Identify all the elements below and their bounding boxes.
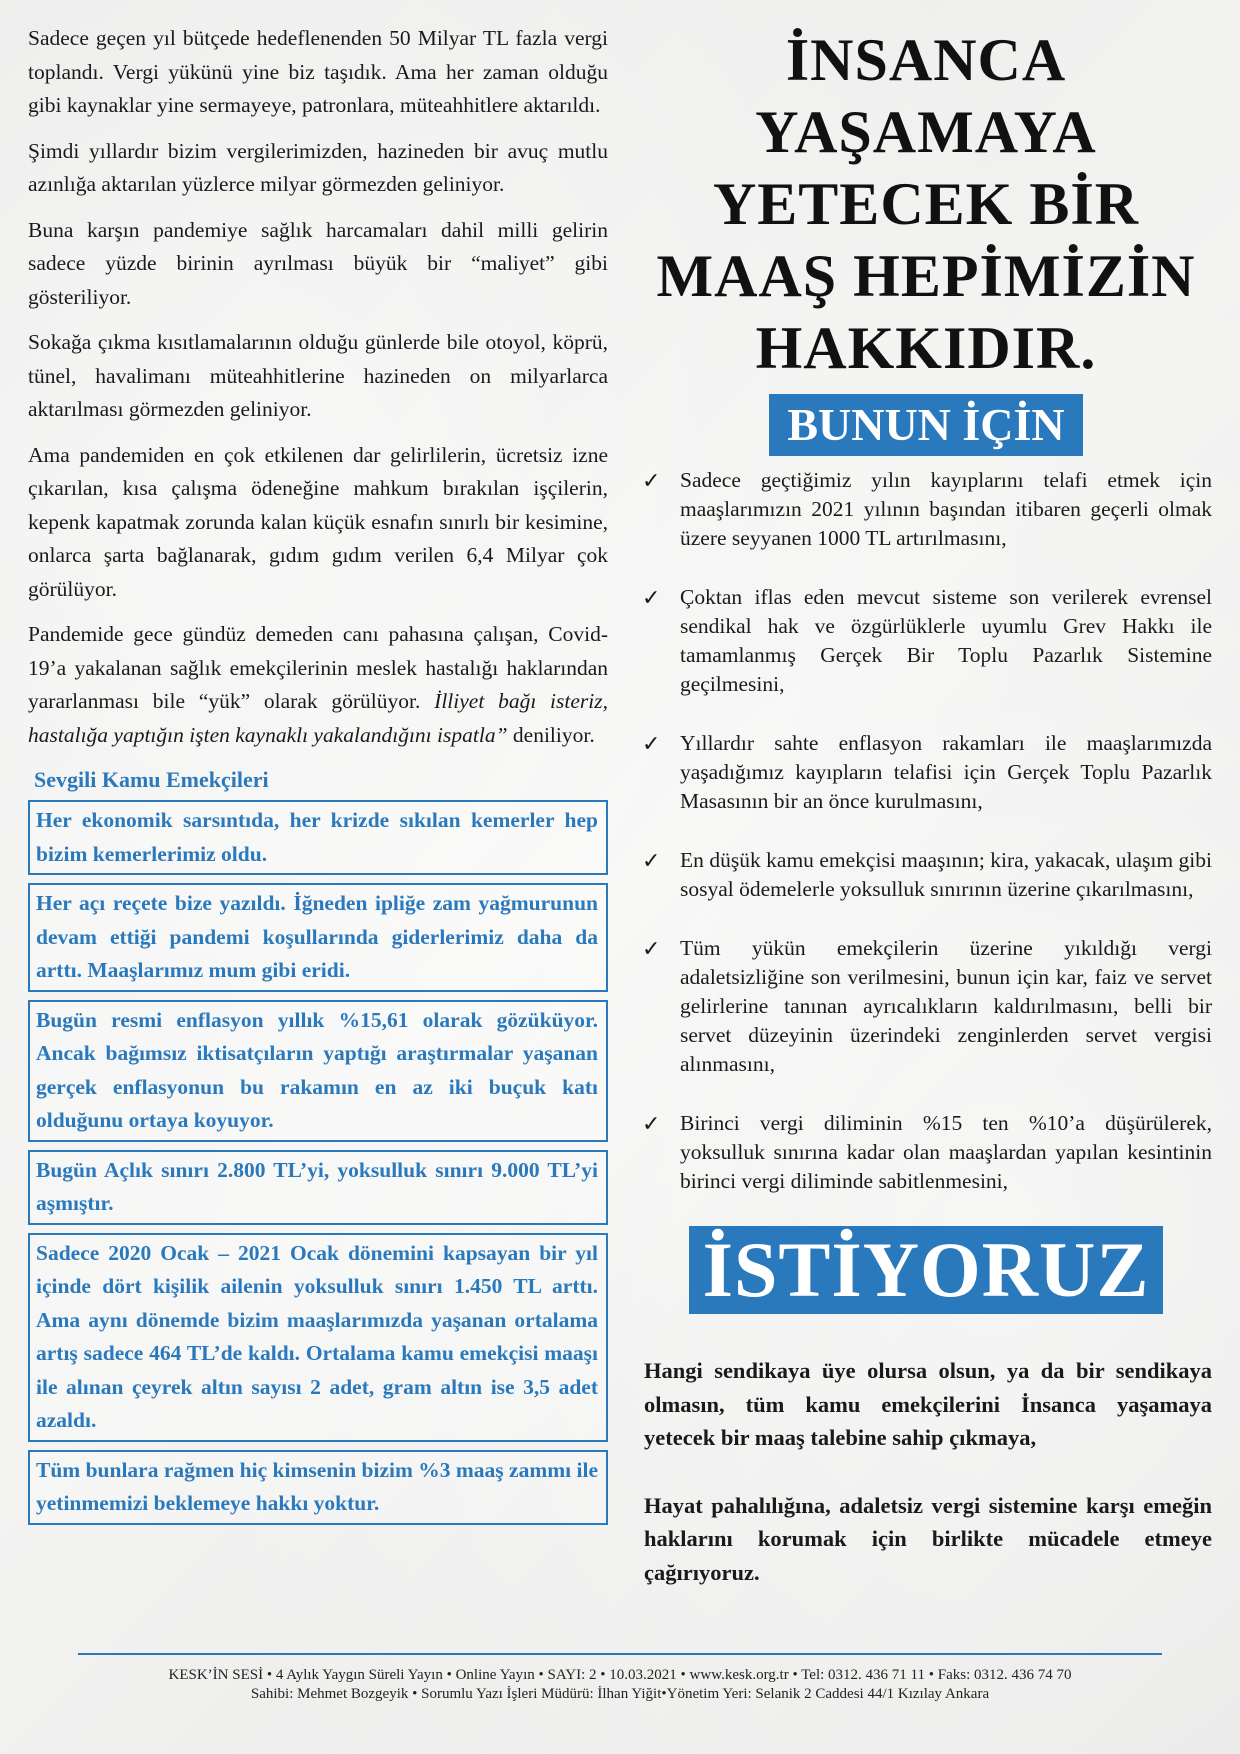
demand-text-6: Birinci vergi diliminin %15 ten %10’a düşürülerek, yoksulluk sınırına kadar olan maaşlardan yapılan kesintinin birinci vergi diliminde sabitlenmesini, <box>680 1111 1212 1193</box>
headline-line-3: YETECEK BİR <box>712 171 1140 237</box>
body-paragraph-3: Buna karşın pandemiye sağlık harcamaları dahil milli gelirin sadece yüzde birinin ayrılması büyük bir “maliyet” gibi gösteriliyor. <box>28 217 608 309</box>
headline-line-1: İNSANCA <box>785 27 1067 93</box>
body-paragraph-6-quote: İlliyet bağı isteriz, hastalığa yaptığın işten kaynaklı yakalandığını ispatla” <box>28 689 608 747</box>
left-column <box>28 22 608 1533</box>
headline-line-5: HAKKIDIR. <box>755 315 1097 381</box>
footer-divider <box>78 1653 1162 1655</box>
demand-item-1 <box>640 466 1212 553</box>
highlight-box-2: Her açı reçete bize yazıldı. İğneden ipliğe zam yağmurunun devam ettiği pandemi koşullarında giderlerimiz daha da arttı. Maaşlarımız mum gibi eridi. <box>28 883 608 992</box>
right-column <box>640 24 1212 1589</box>
body-paragraph-6 <box>28 618 608 752</box>
demand-item-3 <box>640 729 1212 816</box>
footer-line-2: Sahibi: Mehmet Bozgeyik • Sorumlu Yazı İşleri Müdürü: İlhan Yiğit•Yönetim Yeri: Selanik 2 Caddesi 44/1 Kızılay Ankara <box>250 1686 990 1702</box>
check-icon: ✓ <box>642 468 661 493</box>
demand-item-4 <box>640 846 1212 904</box>
highlight-box-5: Sadece 2020 Ocak – 2021 Ocak dönemini kapsayan bir yıl içinde dört kişilik ailenin yoksulluk sınırı 1.450 TL arttı. Ama aynı dönemde bizim maaşlarımızda yaşanan ortalama artış sadece 464 TL’de kaldı. Ortalama kamu emekçisi maaşı ile alınan çeyrek altın sayısı 2 adet, gram altın ise 3,5 adet azaldı. <box>28 1233 608 1442</box>
body-paragraph-2: Şimdi yıllardır bizim vergilerimizden, hazineden bir avuç mutlu azınlığa aktarılan yüzlerce milyar görmezden geliniyor. <box>28 138 608 196</box>
footer <box>0 1666 1240 1704</box>
cta-banner: İSTİYORUZ <box>689 1226 1164 1314</box>
body-paragraph-6-start: Pandemide gece gündüz demeden canı pahasına çalışan, Covid-19’a yakalanan sağlık emekçilerinin meslek hastalığı haklarından yararlanması bile “yük” olarak görülüyor. <box>28 622 608 713</box>
headline <box>640 24 1212 384</box>
footer-line-1: KESK’İN SESİ • 4 Aylık Yaygın Süreli Yayın • Online Yayın • SAYI: 2 • 10.03.2021 • www.kesk.org.tr • Tel: 0312. 436 71 11 • Faks: 0312. 436 74 70 <box>168 1667 1072 1683</box>
demand-text-5: Tüm yükün emekçilerin üzerine yıkıldığı vergi adaletsizliğine son verilmesini, bunun için kar, faiz ve servet gelirlerine tanınan ayrıcalıkların kaldırılmasını, belli bir servet düzeyinin üzerindeki zenginlerden servet vergisi alınmasını, <box>680 936 1212 1076</box>
demand-list <box>640 466 1212 1196</box>
salutation: Sevgili Kamu Emekçileri <box>34 767 269 792</box>
check-icon: ✓ <box>642 848 661 873</box>
demand-text-3: Yıllardır sahte enflasyon rakamları ile maaşlarımızda yaşadığımız kayıpların telafisi için Gerçek Toplu Pazarlık Masasının bir an önce kurulmasını, <box>680 731 1212 813</box>
check-icon: ✓ <box>642 731 661 756</box>
check-icon: ✓ <box>642 585 661 610</box>
closing-paragraph-1: Hangi sendikaya üye olursa olsun, ya da bir sendikaya olmasın, tüm kamu emekçilerini İnsanca yaşamaya yetecek bir maaş talebine sahip çıkmaya, <box>644 1358 1212 1450</box>
body-paragraph-1: Sadece geçen yıl bütçede hedeflenenden 50 Milyar TL fazla vergi toplandı. Vergi yükünü yine biz taşıdık. Ama her zaman olduğu gibi kaynaklar yine sermayeye, patronlara, müteahhitlere aktarıldı. <box>28 26 608 117</box>
demand-text-2: Çoktan iflas eden mevcut sisteme son verilerek evrensel sendikal hak ve özgürlüklerle uyumlu Grev Hakkı ile tamamlanmış Gerçek Bir Toplu Pazarlık Sistemine geçilmesini, <box>680 585 1212 696</box>
demand-item-5 <box>640 934 1212 1079</box>
demand-item-2 <box>640 583 1212 699</box>
headline-line-2: YAŞAMAYA <box>755 99 1097 165</box>
check-icon: ✓ <box>642 936 661 961</box>
demand-text-1: Sadece geçtiğimiz yılın kayıplarını telafi etmek için maaşlarımızın 2021 yılının başından itibaren geçerli olmak üzere seyyanen 1000 TL artırılmasını, <box>680 468 1212 550</box>
highlight-box-6: Tüm bunlara rağmen hiç kimsenin bizim %3 maaş zammı ile yetinmemizi beklemeye hakkı yoktur. <box>28 1450 608 1525</box>
subhead-wrap <box>640 394 1212 456</box>
demand-text-4: En düşük kamu emekçisi maaşının; kira, yakacak, ulaşım gibi sosyal ödemelerle yoksulluk sınırının üzerine çıkarılmasını, <box>680 848 1212 901</box>
closing-paragraph-2: Hayat pahalılığına, adaletsiz vergi sistemine karşı emeğin haklarını korumak için birlikte mücadele etmeye çağırıyoruz. <box>644 1492 1212 1585</box>
subhead-banner: BUNUN İÇİN <box>769 394 1082 456</box>
highlight-box-4: Bugün Açlık sınırı 2.800 TL’yi, yoksulluk sınırı 9.000 TL’yi aşmıştır. <box>28 1150 608 1225</box>
body-paragraph-4: Sokağa çıkma kısıtlamalarının olduğu günlerde bile otoyol, köprü, tünel, havalimanı müteahhitlerine hazineden on milyarlarca aktarılması görmezden geliniyor. <box>28 330 608 421</box>
highlight-box-1: Her ekonomik sarsıntıda, her krizde sıkılan kemerler hep bizim kemerlerimiz oldu. <box>28 800 608 875</box>
demand-item-6 <box>640 1109 1212 1196</box>
body-paragraph-6-end: deniliyor. <box>507 722 595 747</box>
cta-wrap <box>640 1226 1212 1314</box>
body-paragraph-5: Ama pandemiden en çok etkilenen dar gelirlilerin, ücretsiz izne çıkarılan, kısa çalışma ödeneğine mahkum bırakılan işçilerin, kepenk kapatmak zorunda kalan küçük esnafın sınırlı bir kesimine, onlarca şarta bağlanarak, gıdım gıdım verilen 6,4 Milyar çok görülüyor. <box>28 442 608 601</box>
headline-line-4: MAAŞ HEPİMİZİN <box>656 243 1196 309</box>
highlight-box-3: Bugün resmi enflasyon yıllık %15,61 olarak gözüküyor. Ancak bağımsız iktisatçıların yaptığı araştırmalar yaşanan gerçek enflasyonun bu rakamın en az iki buçuk katı olduğunu ortaya koyuyor. <box>28 1000 608 1142</box>
check-icon: ✓ <box>642 1111 661 1136</box>
